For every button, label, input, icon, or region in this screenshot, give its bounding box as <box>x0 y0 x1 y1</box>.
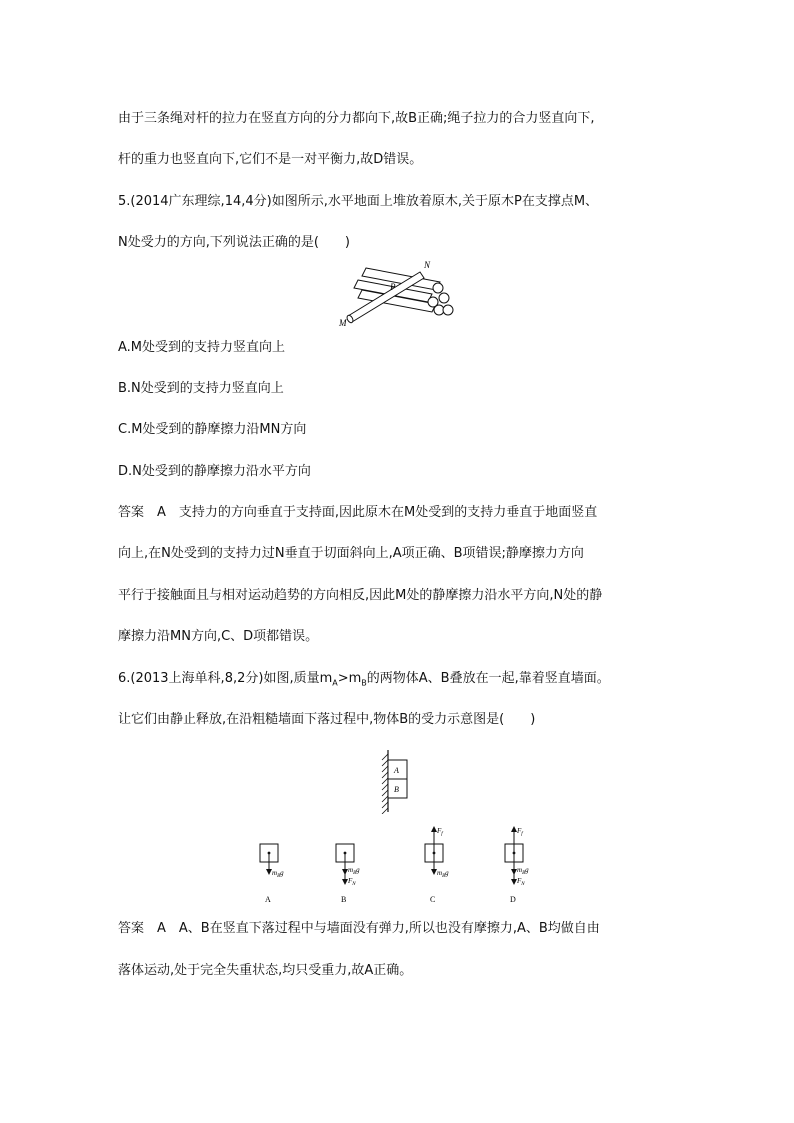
option-c: C.M处受到的静摩擦力沿MN方向 <box>118 422 307 437</box>
q6-sub-a: A <box>332 678 338 688</box>
ff-label-c: $F_f$ <box>437 827 443 837</box>
question-6-line-2: 让它们由静止释放,在沿粗糙墙面下落过程中,物体B的受力示意图是( ) <box>118 712 536 727</box>
option-b: B.N处受到的支持力竖直向上 <box>118 381 284 396</box>
answer-5-line-2: 向上,在N处受到的支持力过N垂直于切面斜向上,A项正确、B项错误;静摩擦力方向 <box>118 546 584 561</box>
option-label-c: C <box>430 895 436 904</box>
question-6-line-1 <box>118 670 718 688</box>
option-a: A.M处受到的支持力竖直向上 <box>118 340 286 355</box>
option-label-a: A <box>265 895 271 904</box>
answer-5-line-1: 答案 A 支持力的方向垂直于支持面,因此原木在M处受到的支持力垂直于地面竖直 <box>118 505 598 520</box>
label-n: N <box>424 260 431 270</box>
option-label-b: B <box>341 895 347 904</box>
answer-6-line-2: 落体运动,处于完全失重状态,均只受重力,故A正确。 <box>118 963 413 978</box>
mg-label-d: $m_Bg$ <box>517 866 529 876</box>
mg-label-b: $m_Bg$ <box>348 866 360 876</box>
block-a-label: A <box>394 766 399 775</box>
q6-suffix: 的两物体A、B叠放在一起,靠着竖直墙面。 <box>366 671 610 686</box>
force-options-figure <box>250 820 550 908</box>
wall-blocks-figure <box>376 748 416 814</box>
q6-gt: >m <box>337 671 362 686</box>
fn-label-b: $F_N$ <box>348 877 356 887</box>
question-5-line-1: 5.(2014广东理综,14,4分)如图所示,水平地面上堆放着原木,关于原木P在支撑点M、 <box>118 194 599 209</box>
fn-label-d: $F_N$ <box>517 877 525 887</box>
mg-label-a: $m_Bg$ <box>272 869 284 879</box>
question-5-line-2: N处受力的方向,下列说法正确的是( ) <box>118 235 351 250</box>
label-p: P <box>390 282 396 292</box>
text-line-2: 杆的重力也竖直向下,它们不是一对平衡力,故D错误。 <box>118 152 423 167</box>
block-b-label: B <box>394 785 399 794</box>
q6-prefix: 6.(2013上海单科,8,2分)如图,质量m <box>118 671 333 686</box>
mg-label-c: $m_Bg$ <box>437 869 449 879</box>
q6-sub-b: B <box>361 678 367 688</box>
ff-label-d: $F_f$ <box>517 827 523 837</box>
answer-5-line-3: 平行于接触面且与相对运动趋势的方向相反,因此M处的静摩擦力沿水平方向,N处的静 <box>118 588 603 603</box>
option-label-d: D <box>510 895 516 904</box>
logs-figure <box>336 258 462 328</box>
answer-5-line-4: 摩擦力沿MN方向,C、D项都错误。 <box>118 629 319 644</box>
label-m: M <box>339 318 347 328</box>
option-d: D.N处受到的静摩擦力沿水平方向 <box>118 464 311 479</box>
answer-6-line-1: 答案 A A、B在竖直下落过程中与墙面没有弹力,所以也没有摩擦力,A、B均做自由 <box>118 921 600 936</box>
text-line-1: 由于三条绳对杆的拉力在竖直方向的分力都向下,故B正确;绳子拉力的合力竖直向下, <box>118 111 595 126</box>
